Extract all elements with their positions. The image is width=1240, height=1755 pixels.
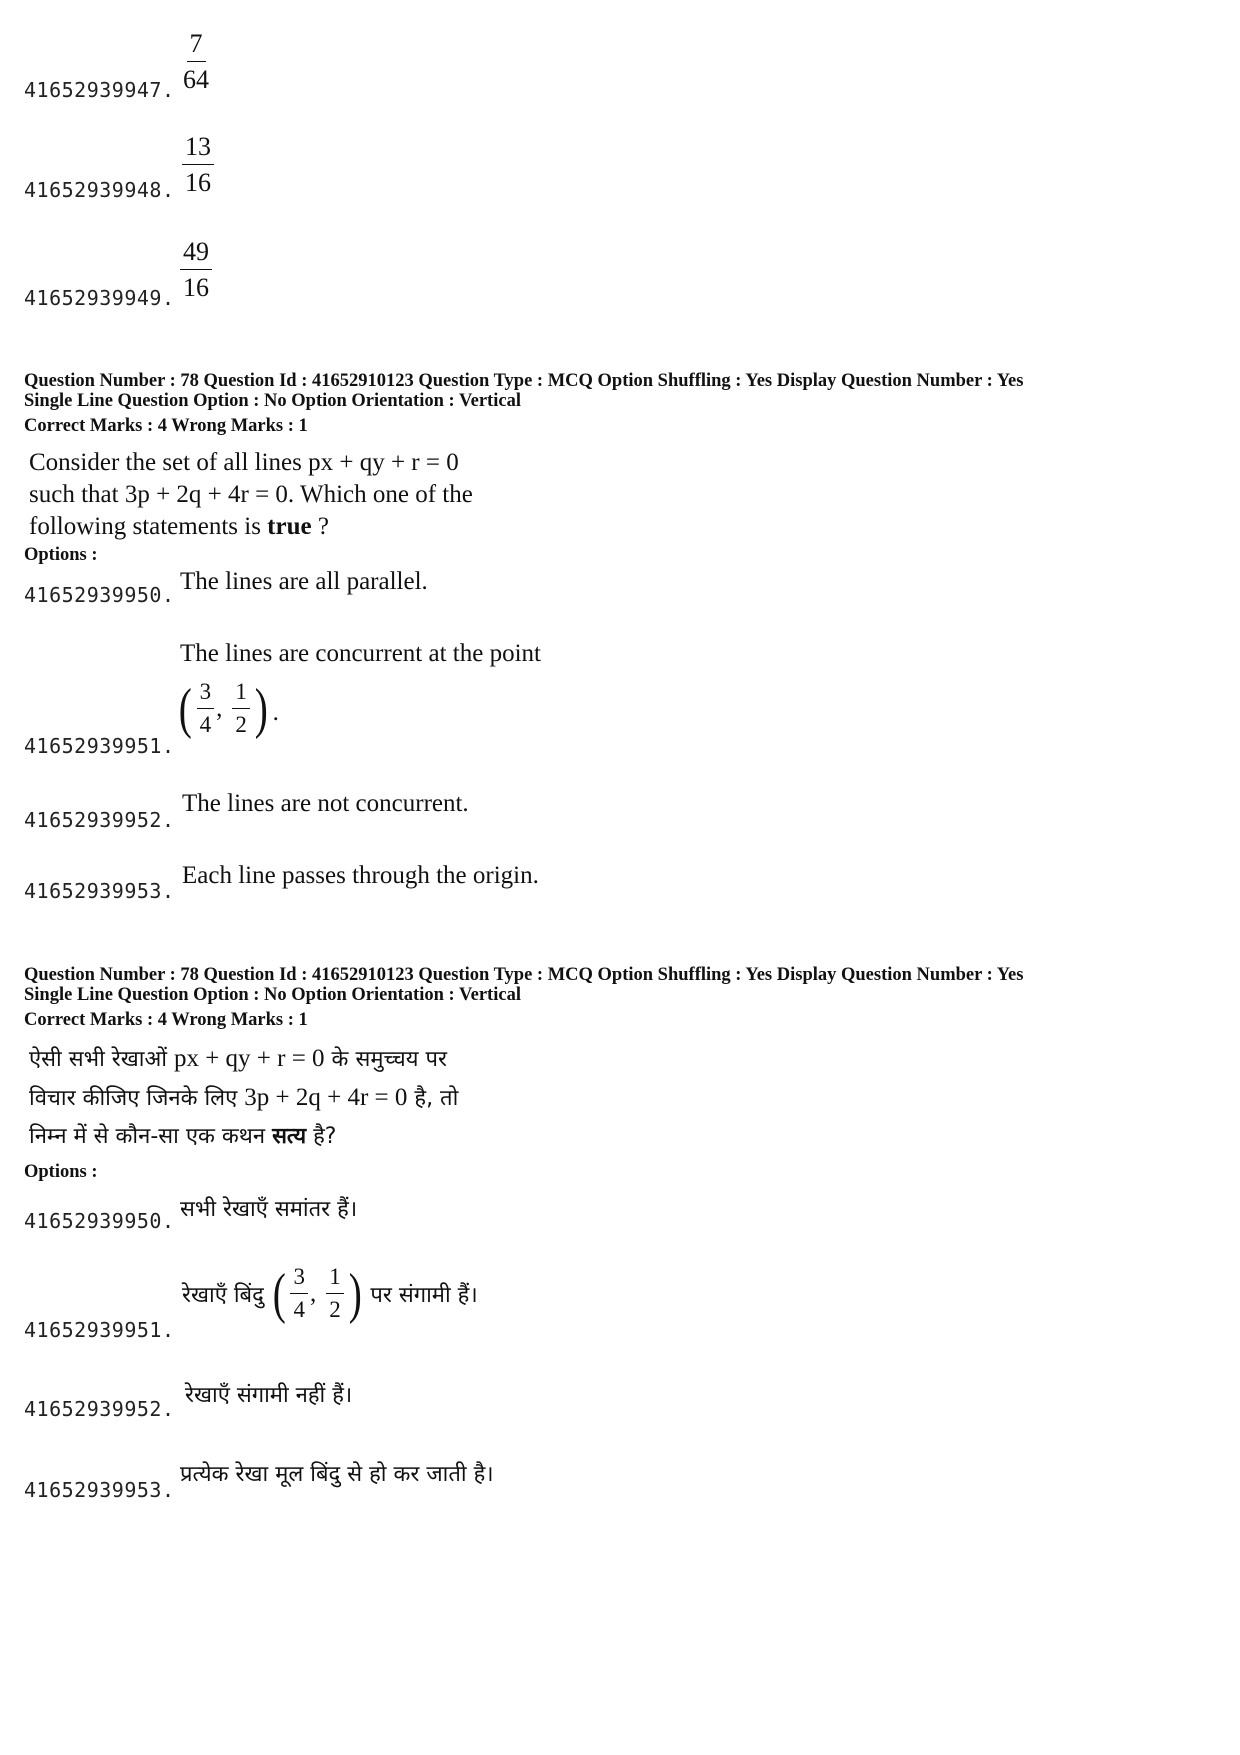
marks-line: Correct Marks : 4 Wrong Marks : 1 [24,1010,308,1030]
denominator: 2 [329,1297,341,1323]
right-paren: ) [254,677,268,740]
option-id: 41652939949. [24,286,175,310]
question-meta-line2: Single Line Question Option : No Option Orientation : Vertical [24,391,521,411]
denominator: 16 [185,168,211,198]
options-label: Options : [24,545,98,565]
denominator: 64 [183,65,209,95]
option-text: सभी रेखाएँ समांतर हैं। [180,1197,358,1222]
option-id: 41652939952. [24,808,175,832]
option-text: प्रत्येक रेखा मूल बिंदु से हो कर जाती है। [180,1462,494,1487]
numerator: 7 [187,30,206,62]
equation: 3p + 2q + 4r = 0 [244,1084,408,1111]
comma: , [309,1280,317,1308]
point-expression [176,677,279,740]
question-line: such that 3p + 2q + 4r = 0. Which one of the [29,481,473,508]
question-line [29,1079,458,1118]
left-paren: ( [272,1262,286,1325]
question-fragment: विचार कीजिए जिनके लिए [29,1086,245,1111]
numerator: 1 [232,680,250,709]
numerator: 49 [180,238,212,270]
question-line [29,511,473,543]
fraction-option [180,238,212,302]
option-text: The lines are concurrent at the point [180,640,541,667]
option-text: Each line passes through the origin. [182,862,539,889]
option-id: 41652939952. [24,1397,175,1421]
numerator: 13 [182,133,214,165]
numerator: 1 [326,1265,344,1294]
options-label: Options : [24,1162,98,1182]
question-line [29,1118,458,1156]
emphasis-true: सत्य [272,1124,307,1149]
denominator: 4 [293,1297,305,1323]
right-paren: ) [348,1262,362,1325]
fraction-y [232,680,250,737]
option-id: 41652939951. [24,734,175,758]
numerator: 3 [290,1265,308,1294]
denominator: 16 [183,273,209,303]
option-text: The lines are not concurrent. [182,790,469,817]
question-meta-line2: Single Line Question Option : No Option Orientation : Vertical [24,985,521,1005]
question-text-hindi [29,1040,458,1156]
fraction-option [180,30,212,94]
question-meta-line1: Question Number : 78 Question Id : 41652910123 Question Type : MCQ Option Shuffling : Yes Display Question Number : Yes [24,965,1024,985]
option-id: 41652939950. [24,1209,175,1233]
fraction-y [326,1265,344,1322]
option-id: 41652939953. [24,1478,175,1502]
option-id: 41652939951. [24,1318,175,1342]
numerator: 3 [197,680,215,709]
denominator: 2 [235,712,247,738]
question-line [29,1040,458,1079]
question-line: Consider the set of all lines px + qy + r = 0 [29,449,459,476]
option-id: 41652939953. [24,879,175,903]
fraction-x [197,680,215,737]
option-text: पर संगामी हैं। [370,1282,478,1308]
question-fragment: है? [306,1124,337,1149]
period: . [272,699,279,727]
comma: , [216,695,223,723]
emphasis-true: true [267,513,312,540]
question-text [29,447,473,543]
question-fragment: ? [311,513,329,540]
fraction-option [182,133,214,197]
point-option-hindi [182,1262,478,1325]
question-fragment: निम्न में से कौन-सा एक कथन [29,1124,273,1149]
question-fragment: के समुच्चय पर [324,1047,447,1072]
marks-line: Correct Marks : 4 Wrong Marks : 1 [24,416,308,436]
question-fragment: following statements is [29,513,268,540]
left-paren: ( [178,677,192,740]
question-fragment: ऐसी सभी रेखाओं [29,1047,174,1072]
option-text: रेखाएँ संगामी नहीं हैं। [185,1383,353,1408]
question-meta-line1: Question Number : 78 Question Id : 41652910123 Question Type : MCQ Option Shuffling : Yes Display Question Number : Yes [24,371,1024,391]
fraction-x [290,1265,308,1322]
option-id: 41652939950. [24,583,175,607]
option-text: रेखाएँ बिंदु [182,1282,264,1308]
question-fragment: है, तो [407,1086,459,1111]
denominator: 4 [199,712,212,738]
option-text: The lines are all parallel. [180,568,428,595]
option-id: 41652939948. [24,178,175,202]
equation: px + qy + r = 0 [173,1045,325,1072]
option-id: 41652939947. [24,78,175,102]
point-expression [270,1262,365,1325]
